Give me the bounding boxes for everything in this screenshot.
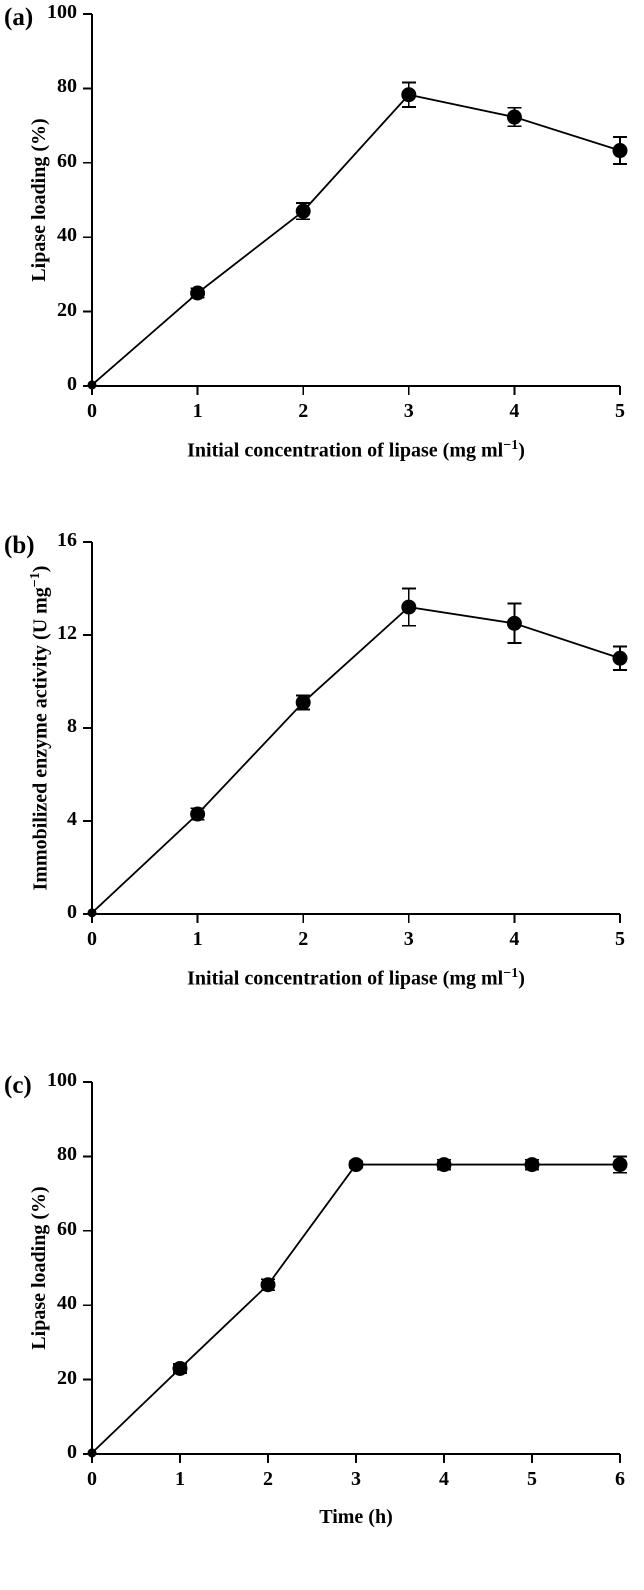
- data-point: [507, 110, 522, 125]
- y-tick-label: 40: [57, 1292, 77, 1315]
- chart-panel-a: [0, 0, 644, 520]
- x-tick-label: 3: [403, 928, 414, 950]
- y-tick-label: 16: [57, 529, 77, 551]
- data-series-line: [92, 1165, 620, 1453]
- x-tick-label: 0: [87, 400, 97, 422]
- y-axis-title: Immobilized enzyme activity (U $mg^{-1}$): [28, 565, 52, 891]
- data-point: [190, 286, 205, 301]
- data-point: [88, 908, 97, 917]
- y-tick-label: 12: [57, 622, 77, 644]
- data-series-line: [92, 95, 620, 385]
- chart-panel-c: [0, 1060, 644, 1590]
- y-tick-label: 60: [57, 1217, 77, 1240]
- y-tick-label: 100: [47, 1069, 77, 1091]
- data-point: [401, 87, 416, 102]
- y-axis-ticks: [83, 14, 92, 386]
- y-tick-label: 20: [57, 298, 77, 321]
- axis-lines: [92, 14, 620, 386]
- data-point: [525, 1157, 540, 1172]
- chart-panel-b: [0, 520, 644, 1060]
- y-axis-ticks: [83, 542, 92, 914]
- x-tick-label: 2: [298, 400, 309, 422]
- data-point: [296, 695, 311, 710]
- y-tick-label: 80: [57, 75, 77, 98]
- x-tick-label: 1: [192, 400, 203, 422]
- y-axis-title: Lipase loading (%): [28, 1186, 50, 1350]
- y-tick-label: 4: [67, 808, 77, 830]
- data-point: [613, 143, 628, 158]
- x-tick-label: 3: [403, 400, 414, 422]
- x-tick-label: 6: [615, 1468, 625, 1490]
- y-tick-label: 0: [67, 1441, 77, 1463]
- x-tick-label: 3: [351, 1468, 361, 1490]
- data-point: [88, 380, 97, 389]
- data-markers: [88, 600, 628, 918]
- x-tick-label: 1: [192, 928, 203, 950]
- x-tick-label: 2: [263, 1468, 273, 1490]
- panel-label: (c): [4, 1072, 32, 1099]
- axis-lines: [92, 1082, 620, 1454]
- x-axis-title: Initial concentration of lipase (mg $ml^{-1}$): [187, 966, 525, 990]
- x-tick-label: 4: [439, 1468, 449, 1490]
- y-axis-title: Lipase loading (%): [28, 118, 50, 282]
- x-axis-ticks: [92, 1454, 620, 1463]
- data-point: [173, 1361, 188, 1376]
- data-point: [401, 600, 416, 615]
- x-axis-title: Initial concentration of lipase (mg $ml^{-1}$): [187, 438, 525, 462]
- x-axis-ticks: [92, 914, 620, 923]
- y-tick-label: 8: [67, 715, 77, 737]
- data-point: [190, 807, 205, 822]
- y-tick-label: 40: [57, 224, 77, 247]
- y-tick-label: 0: [67, 373, 77, 395]
- data-point: [613, 651, 628, 666]
- data-point: [88, 1448, 97, 1457]
- axis-lines: [92, 542, 620, 914]
- data-point: [507, 616, 522, 631]
- x-tick-label: 0: [87, 928, 97, 950]
- x-tick-label: 4: [509, 400, 520, 422]
- x-tick-label: 2: [298, 928, 309, 950]
- x-tick-label: 4: [509, 928, 520, 950]
- y-tick-label: 0: [67, 901, 77, 923]
- x-tick-label: 5: [615, 928, 625, 950]
- data-point: [296, 204, 311, 219]
- data-point: [261, 1277, 276, 1292]
- y-tick-label: 60: [57, 149, 77, 172]
- y-tick-label: 20: [57, 1366, 77, 1389]
- x-tick-label: 0: [87, 1468, 97, 1490]
- error-bars: [191, 82, 627, 297]
- data-point: [437, 1157, 452, 1172]
- error-bars: [191, 589, 627, 820]
- x-tick-label: 1: [175, 1468, 185, 1490]
- data-point: [349, 1157, 364, 1172]
- data-point: [613, 1157, 628, 1172]
- data-markers: [88, 87, 628, 389]
- y-tick-label: 80: [57, 1143, 77, 1166]
- x-tick-label: 5: [527, 1468, 537, 1490]
- x-axis-title: Time (h): [319, 1506, 393, 1528]
- error-bars: [173, 1156, 627, 1373]
- y-tick-label: 100: [47, 1, 77, 23]
- x-tick-label: 5: [615, 400, 625, 422]
- panel-label: (b): [4, 532, 35, 559]
- y-axis-ticks: [83, 1082, 92, 1454]
- data-markers: [88, 1157, 628, 1457]
- x-axis-ticks: [92, 386, 620, 395]
- panel-label: (a): [4, 4, 34, 31]
- data-series-line: [92, 607, 620, 913]
